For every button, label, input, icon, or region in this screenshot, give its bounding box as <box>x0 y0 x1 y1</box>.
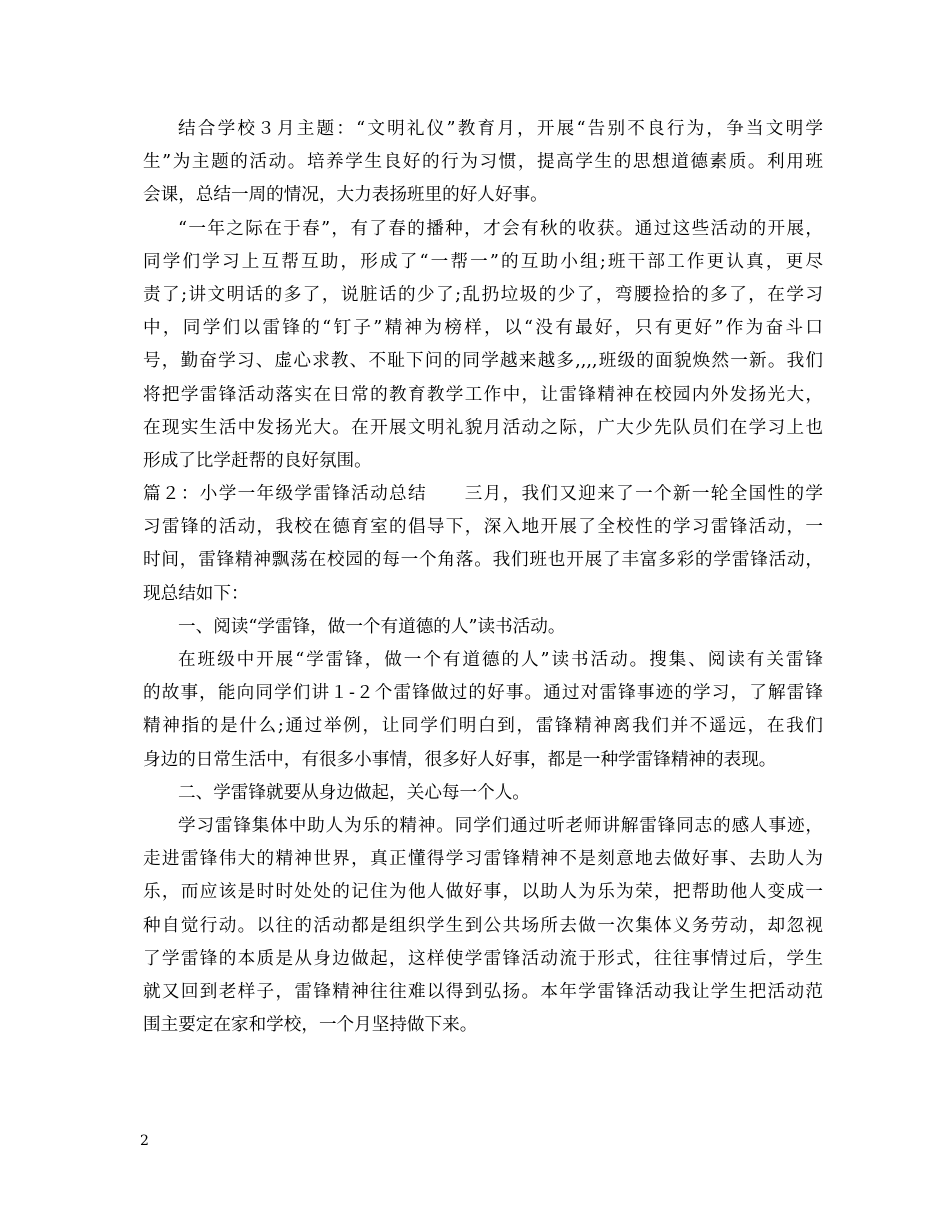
text-line: 结合学校３月主题：“文明礼仪”教育月，开展“告别不良行为，争当文明学 <box>178 119 823 139</box>
text-line: 围主要定在家和学校，一个月坚持做下来。 <box>143 1015 478 1036</box>
section-heading: 二、学雷锋就要从身边做起，关心每一个人。 <box>178 782 530 803</box>
page-number: 2 <box>140 1133 149 1149</box>
text-line: 号，勤奋学习、虚心求教、不耻下问的同学越来越多,,,,班级的面貌焕然一新。我们 <box>143 351 823 372</box>
text-line: 责了;讲文明话的多了，说脏话的少了;乱扔垃圾的少了，弯腰捡拾的多了，在学习 <box>143 284 823 305</box>
text-line: 形成了比学赶帮的良好氛围。 <box>143 450 372 471</box>
text-line: 在班级中开展“学雷锋，做一个有道德的人”读书活动。搜集、阅读有关雷锋 <box>178 650 823 670</box>
text-line: 走进雷锋伟大的精神世界，真正懂得学习雷锋精神不是刻意地去做好事、去助人为 <box>143 849 823 870</box>
text-line: 中，同学们以雷锋的“钉子”精神为榜样，以“没有最好，只有更好”作为奋斗口 <box>143 318 823 339</box>
text-line: 篇２：小学一年级学雷锋活动总结 三月，我们又迎来了一个新一轮全国性的学 <box>143 484 823 505</box>
text-line: 种自觉行动。以往的活动都是组织学生到公共场所去做一次集体义务劳动，却忽视 <box>143 915 823 936</box>
text-line: 学习雷锋集体中助人为乐的精神。同学们通过听老师讲解雷锋同志的感人事迹， <box>178 815 823 836</box>
text-line: 现总结如下： <box>143 583 249 604</box>
text-line: 精神指的是什么;通过举例，让同学们明白到，雷锋精神离我们并不遥远，在我们 <box>143 716 823 737</box>
text-line: 时间，雷锋精神飘荡在校园的每一个角落。我们班也开展了丰富多彩的学雷锋活动， <box>143 550 823 571</box>
text-line: 了学雷锋的本质是从身边做起，这样使学雷锋活动流于形式，往往事情过后，学生 <box>143 948 823 969</box>
text-line: 将把学雷锋活动落实在日常的教育教学工作中，让雷锋精神在校园内外发扬光大， <box>143 384 823 405</box>
text-line: 在现实生活中发扬光大。在开展文明礼貌月活动之际，广大少先队员们在学习上也 <box>143 417 823 438</box>
document-body <box>143 113 823 1042</box>
text-line: 习雷锋的活动，我校在德育室的倡导下，深入地开展了全校性的学习雷锋活动，一 <box>143 517 823 538</box>
text-line: 的故事，能向同学们讲１-２个雷锋做过的好事。通过对雷锋事迹的学习，了解雷锋 <box>143 683 823 704</box>
text-line: 生”为主题的活动。培养学生良好的行为习惯，提高学生的思想道德素质。利用班 <box>143 152 823 173</box>
section-heading: 一、阅读“学雷锋，做一个有道德的人”读书活动。 <box>178 616 566 637</box>
text-line: 会课，总结一周的情况，大力表扬班里的好人好事。 <box>143 185 548 206</box>
text-line: 乐，而应该是时时处处的记住为他人做好事，以助人为乐为荣，把帮助他人变成一 <box>143 882 823 903</box>
text-line: 身边的日常生活中，有很多小事情，很多好人好事，都是一种学雷锋精神的表现。 <box>143 749 777 770</box>
text-line: 就又回到老样子，雷锋精神往往难以得到弘扬。本年学雷锋活动我让学生把活动范 <box>143 981 823 1002</box>
text-line: 同学们学习上互帮互助，形成了“一帮一”的互助小组;班干部工作更认真，更尽 <box>143 251 823 272</box>
text-line: “一年之际在于春”，有了春的播种，才会有秋的收获。通过这些活动的开展， <box>178 218 823 239</box>
